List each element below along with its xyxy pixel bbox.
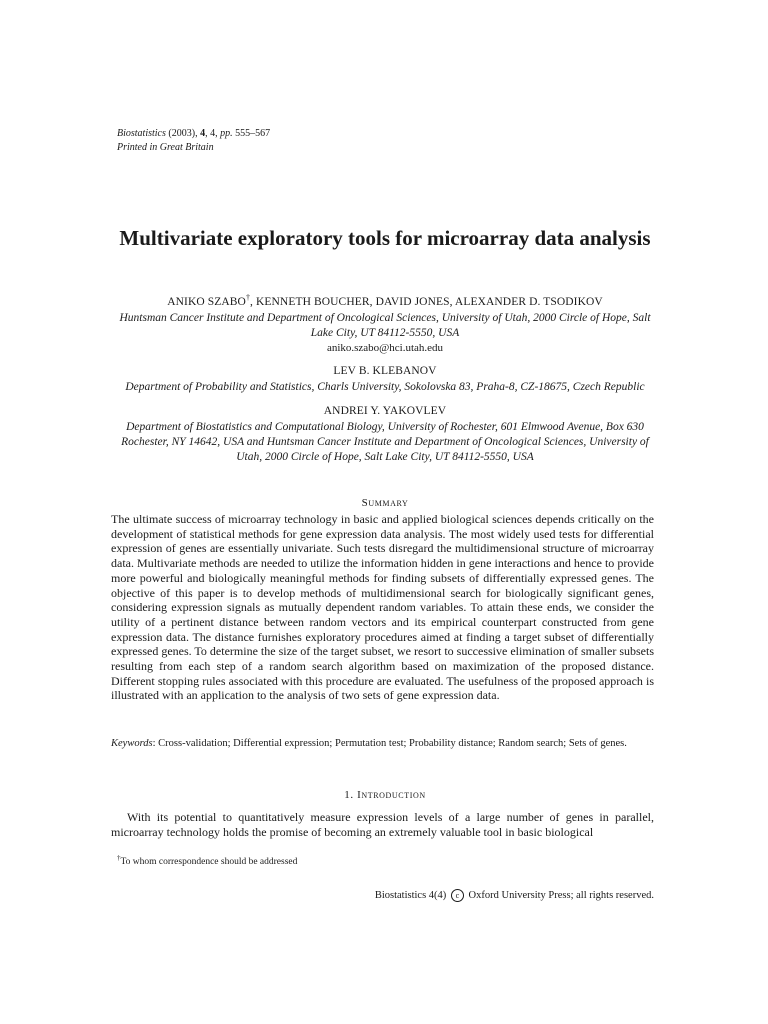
author-group-1: [117, 290, 653, 310]
author-name-first: ANIKO SZABO: [167, 295, 246, 308]
keywords-line: [111, 736, 654, 751]
affiliation-2: Department of Probability and Statistics, Charls University, Sokolovska 83, Praha-8, CZ-18675, Czech Republic: [125, 380, 645, 393]
affiliation-3: Department of Biostatistics and Computational Biology, University of Rochester, 601 Elmwood Avenue, Box 630 Rochester, NY 14642, USA and Huntsman Cancer Institute and Department of Oncological Sciences, University of Utah, 2000 Circle of Hope, Salt Lake City, UT 84112-5550, USA: [121, 420, 649, 463]
footer-journal: Biostatistics 4(4): [374, 890, 449, 901]
summary-heading: Summary: [361, 497, 409, 509]
section-number: 1.: [344, 789, 358, 801]
affiliation-1: Huntsman Cancer Institute and Department of Oncological Sciences, University of Utah, 2000 Circle of Hope, Salt Lake City, UT 84112-5550, USA: [119, 311, 651, 339]
footnote-text: To whom correspondence should be addressed: [120, 857, 298, 868]
footnote-mark: †: [117, 854, 121, 862]
journal-volume: 4: [200, 128, 206, 139]
summary-text: The ultimate success of microarray technology in basic and applied biological sciences depends critically on the development of statistical methods for gene expression data analysis. The most widely used tests for differential expression of genes are essentially univariate. Such tests disregard the multidimensional structure of microarray data. Multivariate methods are needed to utilize the information hidden in gene interactions and hence to provide more powerful and biologically meaningful methods for finding subsets of differentially expressed genes. The objective of this paper is to develop methods of multidimensional search for biologically significant genes, considering expression signals as mutually dependent random variables. To attain these ends, we consider the utility of a pertinent distance between random vectors and its empirical counterpart constructed from gene expression data. The distance furnishes exploratory procedures aimed at finding a target subset of differentially expressed genes. To determine the size of the target subset, we resort to successive elimination of smaller subsets resulting from each step of a random search algorithm based on maximization of the proposed distance. Different stopping rules associated with this procedure are evaluated. The usefulness of the proposed approach is illustrated with an application to the analysis of two sets of gene expression data.: [111, 512, 654, 703]
footer-rights: Oxford University Press; all rights reserved.: [465, 890, 654, 901]
pages-label: pp.: [220, 128, 233, 139]
author-group-3: ANDREI Y. YAKOVLEV: [323, 404, 447, 417]
authors-block: [117, 290, 653, 465]
author-names-rest: , KENNETH BOUCHER, DAVID JONES, ALEXANDER D. TSODIKOV: [250, 295, 603, 308]
section-heading-introduction: [117, 789, 653, 801]
copyright-footer: [375, 889, 654, 902]
journal-year: (2003),: [165, 128, 201, 139]
keywords-text: : Cross-validation; Differential expression; Permutation test; Probability distance; Random search; Sets of genes.: [152, 738, 627, 749]
footnote: [117, 852, 297, 868]
introduction-text: With its potential to quantitatively measure expression levels of a large number of genes in parallel, microarray technology holds the promise of becoming an extremely valuable tool in basic biological: [111, 810, 654, 839]
journal-issue: , 4,: [205, 128, 221, 139]
journal-citation: [117, 127, 270, 155]
paper-title: Multivariate exploratory tools for microarray data analysis: [119, 226, 651, 250]
printed-note: Printed in Great Britain: [117, 142, 214, 153]
section-title: Introduction: [357, 789, 426, 801]
keywords-label: Keywords: [111, 738, 153, 749]
journal-pages: 555–567: [232, 128, 271, 139]
citation-line: [117, 127, 270, 141]
author-group-2: LEV B. KLEBANOV: [333, 364, 437, 377]
author-email[interactable]: aniko.szabo@hci.utah.edu: [326, 341, 444, 354]
dagger-mark: †: [245, 293, 251, 302]
copyright-icon: c: [451, 889, 464, 902]
journal-name: Biostatistics: [117, 128, 166, 139]
